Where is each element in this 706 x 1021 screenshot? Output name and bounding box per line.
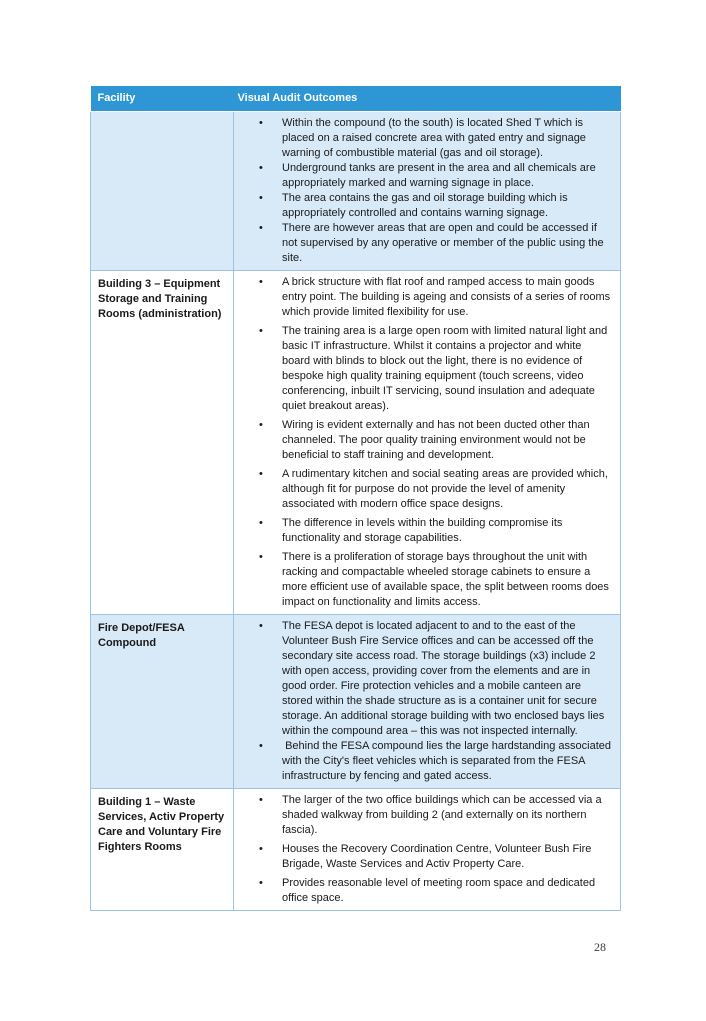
column-header-facility: Facility [91, 86, 234, 112]
bullet-icon: • [259, 117, 263, 129]
column-header-outcomes: Visual Audit Outcomes [234, 86, 621, 112]
facility-cell: Building 1 – Waste Services, Activ Property Care and Voluntary Fire Fighters Rooms [91, 789, 234, 911]
bullet-list [234, 275, 614, 610]
bullet-text: A brick structure with flat roof and ramped access to main goods entry point. The building is ageing and consists of a series of rooms which provide limited flexibility for use. [282, 276, 614, 318]
bullet-text: There is a proliferation of storage bays throughout the unit with racking and compactable wheeled storage cabinets to ensure a more efficient use of available space, the split between rooms does impact on functionality and limits access. [282, 551, 612, 608]
bullet-text: Within the compound (to the south) is located Shed T which is placed on a raised concrete area with gated entry and signage warning of combustible material (gas and oil storage). [282, 117, 589, 159]
table-row [91, 789, 621, 911]
bullet-item [234, 550, 614, 610]
bullet-item [234, 516, 614, 546]
bullet-item [234, 116, 614, 161]
facility-cell [91, 112, 234, 271]
bullet-text: There are however areas that are open and could be accessed if not supervised by any operative or member of the public using the site. [282, 222, 607, 264]
table-header-row [91, 86, 621, 112]
bullet-text: The difference in levels within the building compromise its functionality and storage capabilities. [282, 517, 566, 544]
bullet-list [234, 619, 614, 784]
bullet-icon: • [259, 740, 263, 752]
bullet-text: The larger of the two office buildings which can be accessed via a shaded walkway from building 2 (and externally on its northern fascia). [282, 794, 605, 836]
audit-table-container [90, 86, 621, 911]
bullet-list [234, 116, 614, 266]
bullet-text: Behind the FESA compound lies the large hardstanding associated with the City's fleet vehicles which is separated from the FESA infrastructure by fencing and gated access. [282, 740, 615, 782]
bullet-icon: • [259, 843, 263, 855]
bullet-item [234, 842, 614, 872]
table-row [91, 271, 621, 615]
bullet-item [234, 191, 614, 221]
bullet-icon: • [259, 517, 263, 529]
bullet-icon: • [259, 551, 263, 563]
outcomes-cell [234, 789, 621, 911]
outcomes-cell [234, 615, 621, 789]
bullet-item [234, 418, 614, 463]
bullet-icon: • [259, 419, 263, 431]
bullet-text: A rudimentary kitchen and social seating areas are provided which, although fit for purpose do not provide the level of amenity associated with modern office space designs. [282, 468, 611, 510]
audit-table [90, 86, 621, 911]
bullet-text: Wiring is evident externally and has not been ducted other than channeled. The poor quality training environment would not be beneficial to staff training and development. [282, 419, 593, 461]
outcomes-cell [234, 112, 621, 271]
bullet-item [234, 275, 614, 320]
bullet-icon: • [259, 222, 263, 234]
bullet-text: Underground tanks are present in the area and all chemicals are appropriately marked and warning signage in place. [282, 162, 599, 189]
bullet-icon: • [259, 276, 263, 288]
bullet-list [234, 793, 614, 906]
bullet-icon: • [259, 192, 263, 204]
bullet-item [234, 161, 614, 191]
bullet-item [234, 876, 614, 906]
bullet-icon: • [259, 877, 263, 889]
bullet-text: The training area is a large open room with limited natural light and basic IT infrastructure. Whilst it contains a projector and white board with blinds to block out the light, there is no evidence of bespoke high quality training equipment (touch screens, video conferencing, inbuilt IT servicing, sound insulation and adequate quiet breakout areas). [282, 325, 611, 412]
bullet-text: The area contains the gas and oil storage building which is appropriately controlled and contains warning signage. [282, 192, 571, 219]
bullet-item [234, 793, 614, 838]
table-row [91, 615, 621, 789]
table-row [91, 112, 621, 271]
bullet-item [234, 467, 614, 512]
bullet-text: The FESA depot is located adjacent to and to the east of the Volunteer Bush Fire Service offices and can be accessed off the secondary site access road. The storage buildings (x3) include 2 with open access, providing cover from the elements and are in good order. Fire protection vehicles and a mobile canteen are stored within the shade structure as is a container unit for secure storage. An additional storage building with two enclosed bays lies within the compound area – this was not inspected internally. [282, 620, 608, 737]
bullet-icon: • [259, 325, 263, 337]
outcomes-cell [234, 271, 621, 615]
bullet-icon: • [259, 162, 263, 174]
bullet-icon: • [259, 468, 263, 480]
bullet-item [234, 324, 614, 414]
bullet-item [234, 739, 614, 784]
facility-cell: Fire Depot/FESA Compound [91, 615, 234, 789]
page-number: 28 [594, 940, 606, 954]
bullet-icon: • [259, 794, 263, 806]
bullet-text: Houses the Recovery Coordination Centre, Volunteer Bush Fire Brigade, Waste Services and Activ Property Care. [282, 843, 595, 870]
bullet-text: Provides reasonable level of meeting room space and dedicated office space. [282, 877, 599, 904]
facility-cell: Building 3 – Equipment Storage and Training Rooms (administration) [91, 271, 234, 615]
bullet-icon: • [259, 620, 263, 632]
bullet-item [234, 619, 614, 739]
bullet-item [234, 221, 614, 266]
